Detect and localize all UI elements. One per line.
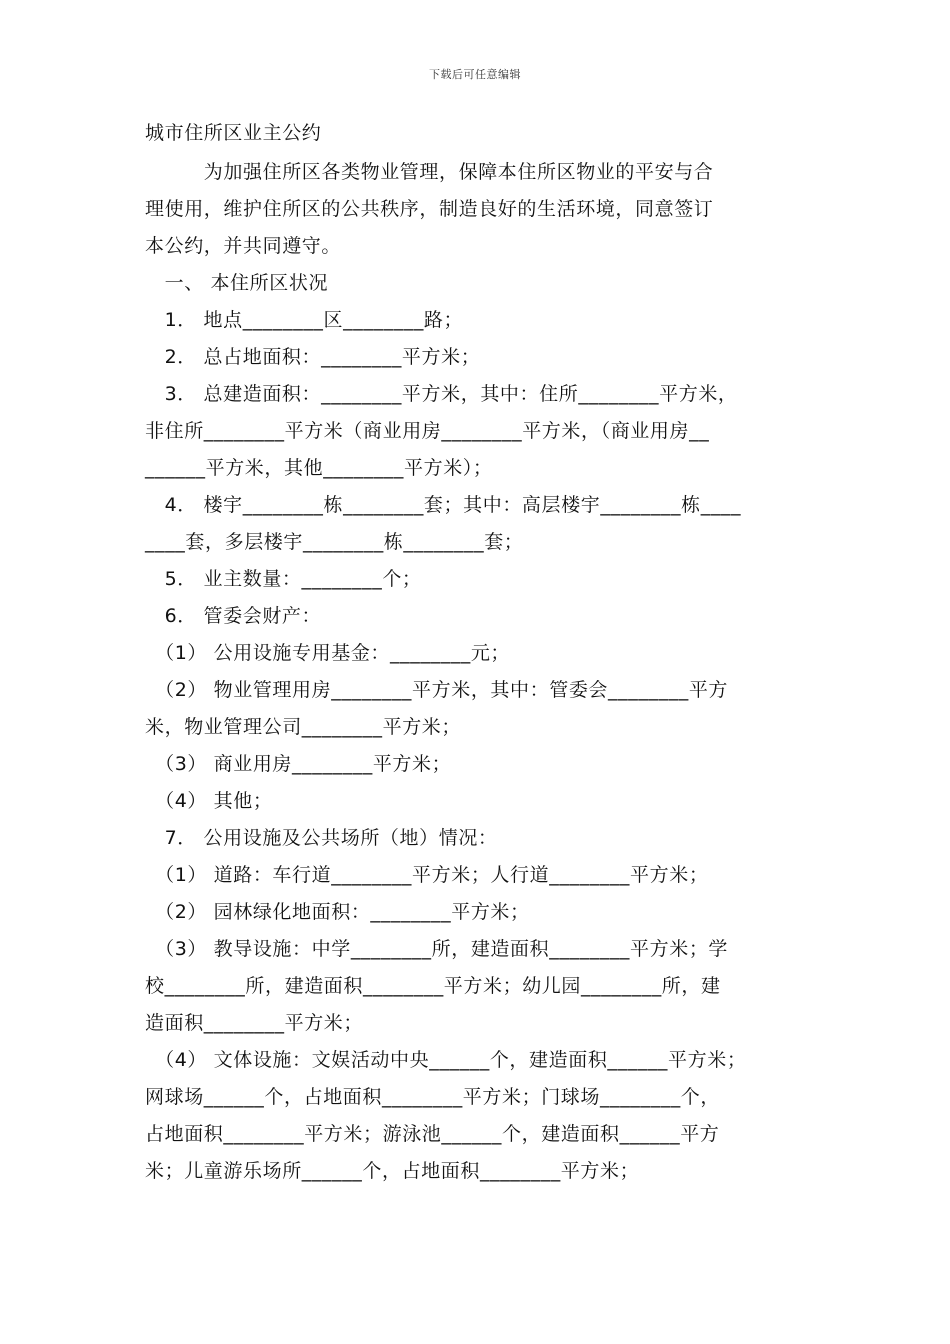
text-line: （4） 文体设施：文娱活动中央______个，建造面积______平方米； <box>145 1049 747 1071</box>
text-line: ____套，多层楼宇________栋________套； <box>145 531 524 553</box>
text-line: 非住所________平方米（商业用房________平方米，（商业用房__ <box>145 420 710 442</box>
document-title: 城市住所区业主公约 <box>145 122 322 144</box>
text-line: 理使用，维护住所区的公共秩序，制造良好的生活环境，同意签订 <box>145 198 714 220</box>
text-line: （4） 其他； <box>145 790 273 812</box>
text-line: （2） 物业管理用房________平方米，其中：管委会________平方 <box>145 679 729 701</box>
text-line: 造面积________平方米； <box>145 1012 364 1034</box>
text-line: 网球场______个，占地面积________平方米；门球场________个， <box>145 1086 721 1108</box>
text-line: 米；儿童游乐场所______个，占地面积________平方米； <box>145 1160 640 1182</box>
text-line: 5． 业主数量：________个； <box>145 568 422 590</box>
text-line: 米，物业管理公司________平方米； <box>145 716 462 738</box>
page-header: 下载后可任意编辑 <box>429 68 521 81</box>
text-line: 校________所，建造面积________平方米；幼儿园________所，建 <box>145 975 721 997</box>
text-line: 为加强住所区各类物业管理，保障本住所区物业的平安与合 <box>145 161 714 183</box>
text-line: 2． 总占地面积：________平方米； <box>145 346 481 368</box>
text-line: 7． 公用设施及公共场所（地）情况： <box>145 827 498 849</box>
text-line: 1． 地点________区________路； <box>145 309 464 331</box>
text-line: （1） 道路：车行道________平方米；人行道________平方米； <box>145 864 709 886</box>
text-line: （2） 园林绿化地面积：________平方米； <box>145 901 530 923</box>
text-line: （1） 公用设施专用基金：________元； <box>145 642 511 664</box>
text-line: 4． 楼宇________栋________套；其中：高层楼宇________栋____ <box>145 494 742 516</box>
text-line: ______平方米，其他________平方米）； <box>145 457 493 479</box>
text-line: 3． 总建造面积：________平方米，其中：住所________平方米， <box>145 383 738 405</box>
text-line: 本公约，并共同遵守。 <box>145 235 342 257</box>
section-heading: 一、 本住所区状况 <box>145 272 329 294</box>
text-line: （3） 教导设施：中学________所，建造面积________平方米；学 <box>145 938 729 960</box>
text-line: （3） 商业用房________平方米； <box>145 753 452 775</box>
text-line: 6． 管委会财产： <box>145 605 322 627</box>
text-line: 占地面积________平方米；游泳池______个，建造面积______平方 <box>145 1123 720 1145</box>
